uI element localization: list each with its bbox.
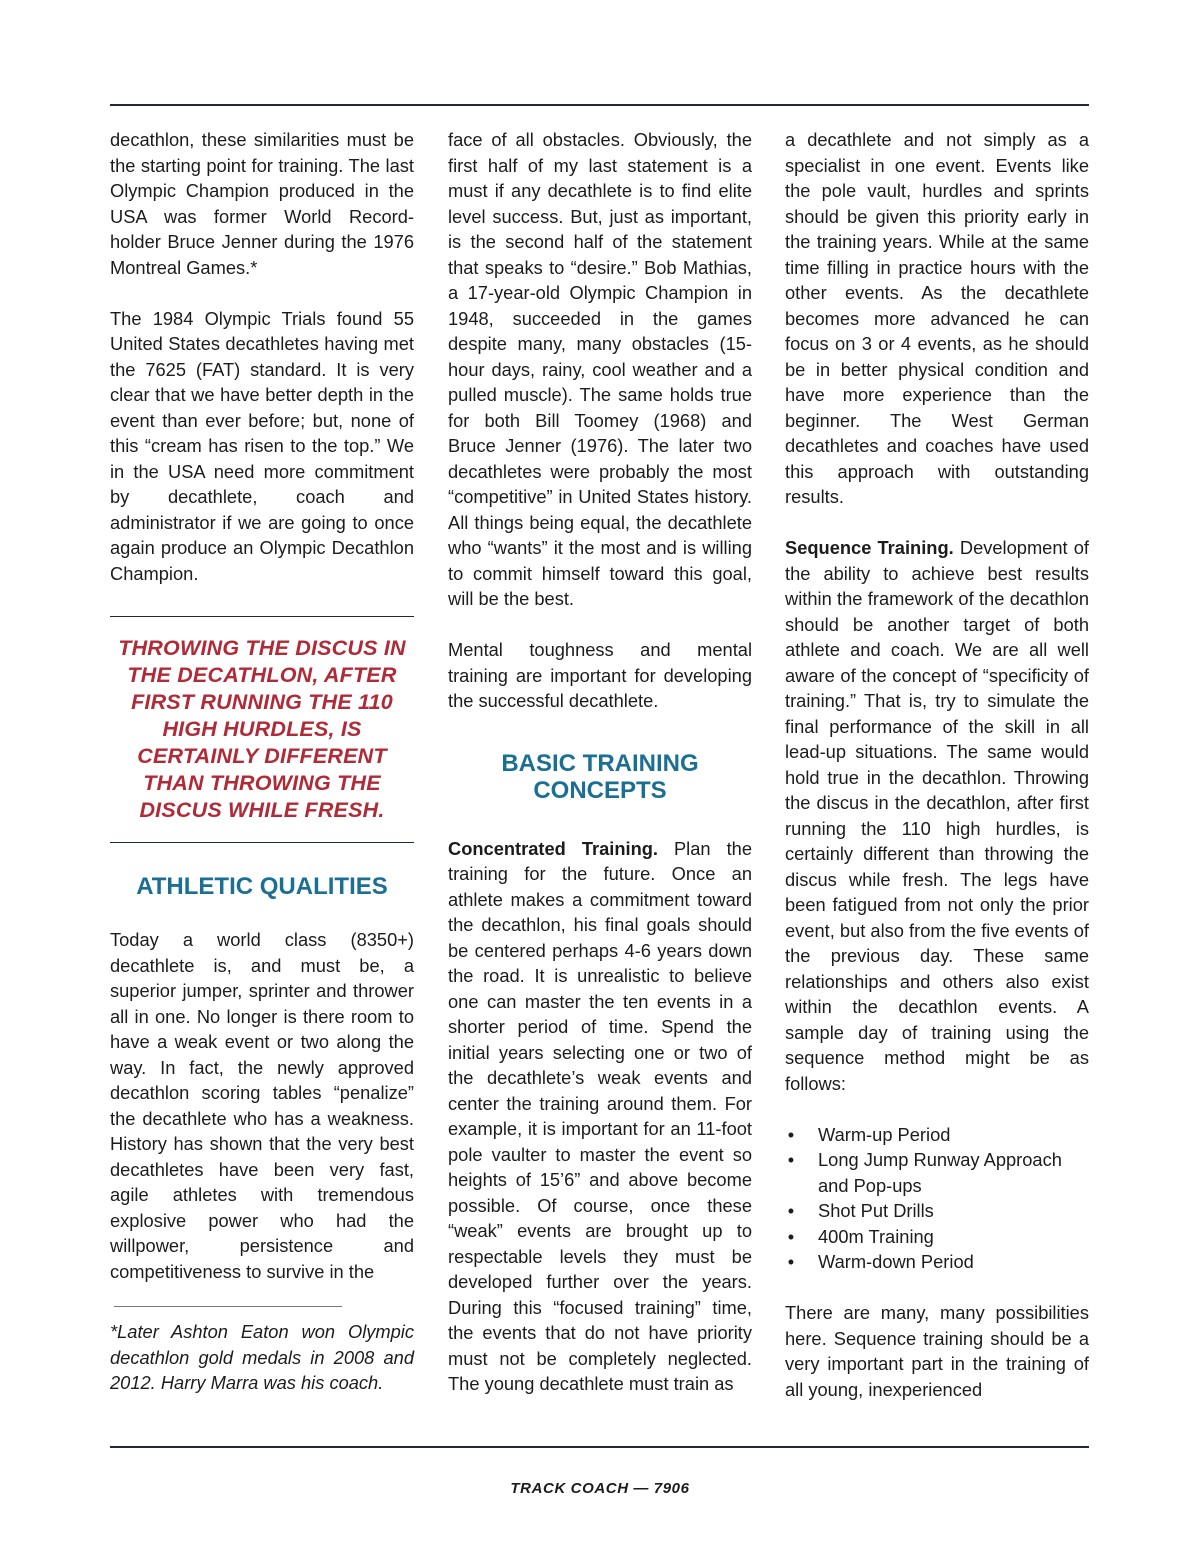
bullet-icon: • — [787, 1200, 795, 1221]
bottom-rule — [110, 1446, 1089, 1448]
list-item: • 400m Training — [785, 1224, 1089, 1250]
col3-paragraph-3: There are many, many possibilities here. Sequence training should be a very important part in the training of all young, inexperienced — [785, 1302, 1089, 1400]
column-1 — [110, 127, 414, 1421]
col2-paragraph-2: Mental toughness and mental training are important for developing the successful decathlete. — [448, 639, 752, 711]
col3-paragraph-2 — [785, 535, 1089, 1096]
list-item: • Warm-up Period — [785, 1122, 1089, 1148]
column-2 — [448, 127, 752, 1422]
sequence-training-lead: Sequence Training. — [785, 537, 954, 558]
pull-quote-bottom-rule — [110, 842, 414, 843]
top-rule — [110, 104, 1089, 106]
column-3 — [785, 127, 1089, 1428]
page-footer: TRACK COACH — 7906 — [510, 1480, 690, 1497]
footnote-rule — [114, 1306, 342, 1307]
heading-line-2: CONCEPTS — [533, 776, 667, 804]
bullet-icon: • — [787, 1251, 795, 1272]
col2-paragraph-3 — [448, 836, 752, 1397]
concentrated-training-text: Plan the training for the future. Once an athlete makes a commitment toward the decathlon, his final goals should be centered perhaps 4-6 years down the road. It is unrealistic to believe one can master the ten events in a shorter period of time. Spend the initial years selecting one or two of the decathlete’s weak events and center the training around them. For example, it is important for an 11-foot pole vaulter to master the event so heights of 15’6” and above become possible. Of course, once these “weak” events are brought up to respectable levels they must be developed further over the years. During this “focused training” time, the events that do not have priority must not be completely neglected. The young decathlete must train as — [448, 837, 752, 1394]
col2-paragraph-1: face of all obstacles. Obviously, the first half of my last statement is a must if any decathlete is to find elite level success. But, just as important, is the second half of the statement that speaks to “desire.” Bob Mathias, a 17-year-old Olympic Champion in 1948, succeeded in the games despite many, many obstacles (15-hour days, rainy, cool weather and a pulled muscle). The same holds true for both Bill Toomey (1968) and Bruce Jenner (1976). The later two decathletes were probably the most “competitive” in United States history. All things being equal, the decathlete who “wants” it the most and is willing to commit himself toward this goal, will be the best. — [448, 129, 752, 609]
bullet-icon: • — [787, 1225, 795, 1247]
concentrated-training-lead: Concentrated Training. — [448, 837, 658, 859]
heading-athletic-qualities: ATHLETIC QUALITIES — [136, 873, 388, 900]
training-sequence-list — [785, 1122, 1089, 1275]
pull-quote-top-rule — [110, 616, 414, 617]
bullet-icon: • — [787, 1149, 795, 1170]
col1-paragraph-2: The 1984 Olympic Trials found 55 United States decathletes having met the 7625 (FAT) standard. It is very clear that we have better depth in the event than ever before; but, none of this “cream has risen to the top.” We in the USA need more commitment by decathlete, coach and administrator if we are going to once again produce an Olympic Decathlon Champion. — [110, 307, 414, 584]
pull-quote: THROWING THE DISCUS IN THE DECATHLON, AFTER FIRST RUNNING THE 110 HIGH HURDLES, IS CERTAINLY DIFFERENT THAN THROWING THE DISCUS WHILE FRESH. — [118, 636, 406, 822]
heading-basic-training-concepts — [448, 750, 752, 804]
footnote: *Later Ashton Eaton won Olympic decathlon gold medals in 2008 and 2012. Harry Marra was his coach. — [110, 1321, 414, 1393]
list-item: • Long Jump Runway Approach and Pop-ups — [785, 1147, 1089, 1198]
list-item: • Warm-down Period — [785, 1249, 1089, 1275]
col1-paragraph-3: Today a world class (8350+) decathlete is, and must be, a superior jumper, sprinter and thrower all in one. No longer is there room to have a weak event or two along the way. In fact, the newly approved decathlon scoring tables “penalize” the decathlete who has a weakness. History has shown that the very best decathletes have been very fast, agile athletes with tremendous explosive power who had the willpower, persistence and competitiveness to survive in the — [110, 929, 414, 1282]
col1-paragraph-1: decathlon, these similarities must be the starting point for training. The last Olympic Champion produced in the USA was former World Record-holder Bruce Jenner during the 1976 Montreal Games.* — [110, 129, 414, 278]
bullet-icon: • — [787, 1123, 795, 1145]
col3-paragraph-1: a decathlete and not simply as a specialist in one event. Events like the pole vault, hurdles and sprints should be given this priority early in the training years. While at the same time filling in practice hours with the other events. As the decathlete becomes more advanced he can focus on 3 or 4 events, as he should be in better physical condition and have more experience than the beginner. The West German decathletes and coaches have used this approach with outstanding results. — [785, 129, 1089, 507]
list-item: • Shot Put Drills — [785, 1198, 1089, 1224]
sequence-training-text: Development of the ability to achieve best results within the framework of the decathlon should be another target of both athlete and coach. We are all well aware of the concept of “specificity of training.” That is, try to simulate the final performance of the skill in all lead-up situations. The same would hold true in the decathlon. Throwing the discus in the decathlon, after first running the 110 high hurdles, is certainly different than throwing the discus while fresh. The legs have been fatigued from not only the prior event, but also from the five events of the previous day. These same relationships and others also exist within the decathlon events. A sample day of training using the sequence method might be as follows: — [785, 537, 1089, 1094]
heading-line-1: BASIC TRAINING — [501, 749, 699, 777]
